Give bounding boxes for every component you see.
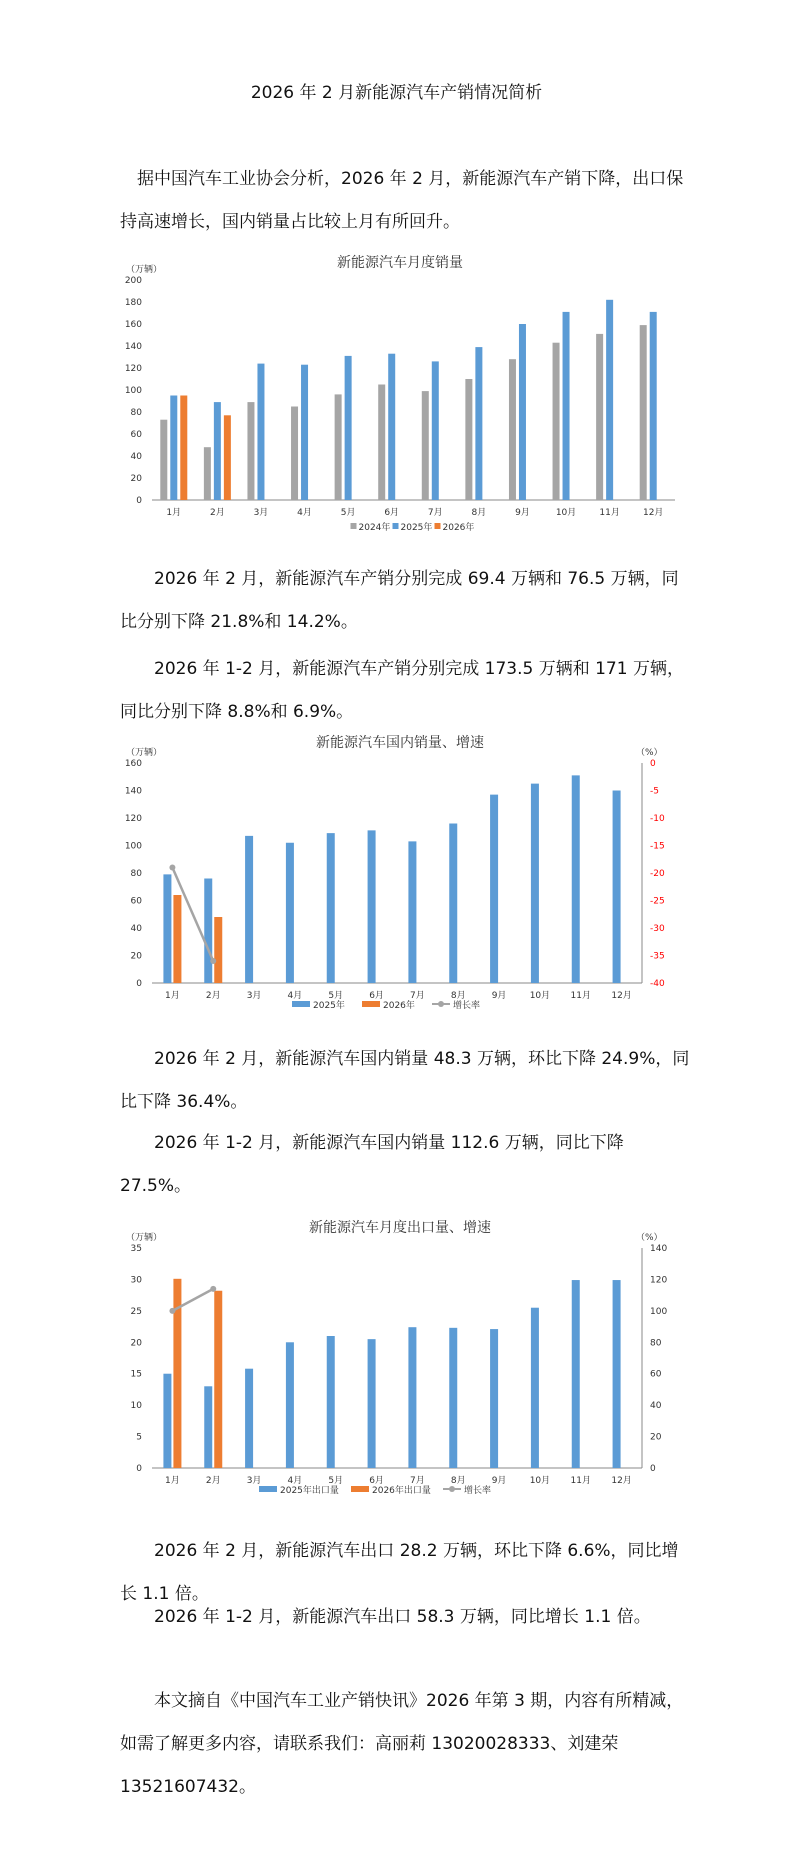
x-tick-label: 4月 — [287, 1476, 303, 1486]
bar-2025年-7月 — [432, 361, 439, 500]
y-tick-label: 100 — [124, 841, 142, 852]
legend-swatch — [362, 1001, 380, 1007]
y-axis-unit-label: （万辆） — [126, 748, 163, 758]
paragraph-jan-feb-exports: 2026 年 1-2 月，新能源汽车出口 58.3 万辆，同比增长 1.1 倍。 — [154, 1607, 651, 1627]
y-tick-label: 200 — [124, 276, 142, 286]
chart-title: 新能源汽车月度出口量、增速 — [309, 1220, 491, 1236]
x-tick-label: 1月 — [165, 1476, 180, 1486]
document-title: 2026 年 2 月新能源汽车产销情况简析 — [250, 83, 543, 103]
x-tick-label: 12月 — [611, 1476, 632, 1486]
legend-label: 2026年出口量 — [372, 1486, 431, 1496]
x-tick-label: 11月 — [570, 991, 591, 1001]
x-tick-label: 2月 — [205, 1476, 221, 1486]
bar-2025年-4月 — [286, 843, 294, 983]
y-tick-label: 35 — [130, 1244, 142, 1254]
legend-swatch — [292, 1001, 310, 1007]
bar-2024年-6月 — [378, 385, 385, 501]
y-tick-label: 20 — [130, 1338, 142, 1349]
y2-tick-label: -40 — [650, 979, 665, 989]
bar-2024年-2月 — [204, 447, 211, 500]
legend-swatch — [351, 523, 357, 529]
x-tick-label: 7月 — [410, 991, 425, 1001]
bar-2025年出口量-1月 — [163, 1374, 171, 1468]
y-tick-label: 0 — [136, 496, 142, 506]
y-tick-label: 140 — [124, 786, 142, 797]
x-tick-label: 10月 — [555, 508, 577, 518]
y-tick-label: 160 — [124, 759, 142, 769]
bar-2025年出口量-2月 — [204, 1386, 212, 1468]
bar-2025年-9月 — [519, 324, 526, 500]
y2-tick-label: 40 — [650, 1401, 662, 1412]
x-tick-label: 4月 — [297, 508, 312, 518]
legend-swatch — [351, 1486, 369, 1492]
y2-tick-label: 80 — [650, 1338, 662, 1349]
y2-tick-label: -20 — [650, 869, 665, 879]
x-tick-label: 1月 — [165, 991, 180, 1001]
bar-2025年出口量-5月 — [327, 1336, 335, 1468]
y2-tick-label: -10 — [650, 814, 665, 824]
x-tick-label: 6月 — [369, 991, 384, 1001]
legend-label: 2025年 — [313, 1001, 345, 1011]
bar-2025年出口量-6月 — [368, 1339, 376, 1468]
bar-2025年-6月 — [388, 354, 395, 500]
bar-2026年-2月 — [224, 415, 231, 500]
y-tick-label: 180 — [124, 298, 142, 308]
legend-label: 增长率 — [464, 1486, 492, 1496]
y2-tick-label: 60 — [650, 1369, 662, 1380]
x-tick-label: 7月 — [427, 508, 443, 518]
x-tick-label: 3月 — [246, 991, 262, 1001]
legend-swatch — [259, 1486, 277, 1492]
y2-tick-label: -35 — [650, 951, 665, 962]
paragraph-source-note: 本文摘自《中国汽车工业产销快讯》2026 年第 3 期，内容有所精减，如需了解更多内容，请联系我们：高丽莉 13020028333、刘建荣 13521607432。 — [120, 1691, 684, 1797]
x-tick-label: 8月 — [471, 508, 487, 518]
y2-tick-label: -30 — [650, 924, 665, 934]
legend-label: 2025年 — [400, 523, 433, 533]
bar-2026年-1月 — [180, 396, 187, 501]
x-tick-label: 2月 — [205, 991, 221, 1001]
bar-2025年-11月 — [606, 300, 613, 500]
bar-2025年-2月 — [214, 402, 221, 500]
bar-2025年-2月 — [204, 879, 212, 984]
paragraph-intro: 据中国汽车工业协会分析，2026 年 2 月，新能源汽车产销下降，出口保持高速增长，国内销量占比较上月有所回升。 — [120, 169, 684, 232]
y2-tick-label: 120 — [650, 1275, 668, 1286]
bar-2024年-3月 — [247, 402, 254, 500]
bar-2026年-2月 — [214, 917, 222, 983]
y2-tick-label: 20 — [650, 1432, 662, 1443]
chart-monthly-exports — [110, 1210, 690, 1510]
bar-2024年-10月 — [553, 343, 560, 500]
legend-label: 2026年 — [442, 523, 475, 533]
y2-axis-unit-label: （%） — [636, 748, 663, 758]
growth-rate-point — [169, 865, 175, 871]
y-tick-label: 160 — [124, 320, 142, 330]
x-tick-label: 4月 — [287, 991, 303, 1001]
y-tick-label: 120 — [124, 364, 142, 374]
bar-2025年-8月 — [449, 824, 457, 984]
bar-2024年-7月 — [422, 391, 429, 500]
y-tick-label: 120 — [124, 814, 142, 824]
x-tick-label: 11月 — [599, 508, 620, 518]
x-tick-label: 12月 — [642, 508, 664, 518]
x-tick-label: 5月 — [328, 1476, 344, 1486]
x-tick-label: 2月 — [210, 508, 225, 518]
y-tick-label: 0 — [136, 979, 142, 989]
paragraph-feb-exports: 2026 年 2 月，新能源汽车出口 28.2 万辆，环比下降 6.6%，同比增长 1.1 倍。 — [120, 1541, 679, 1604]
growth-rate-point — [210, 958, 216, 964]
bar-2025年出口量-9月 — [490, 1329, 498, 1468]
bar-2025年-6月 — [368, 830, 376, 983]
y2-tick-label: -15 — [650, 841, 665, 852]
y-axis-unit-label: （万辆） — [126, 1233, 163, 1243]
y2-axis-unit-label: （%） — [636, 1233, 663, 1243]
y-tick-label: 5 — [136, 1432, 142, 1443]
y-tick-label: 20 — [130, 951, 142, 962]
x-tick-label: 9月 — [491, 991, 507, 1001]
bar-2024年-1月 — [160, 420, 167, 500]
bar-2025年出口量-7月 — [408, 1327, 416, 1468]
bar-2025年-5月 — [345, 356, 352, 500]
chart-title: 新能源汽车国内销量、增速 — [316, 735, 484, 751]
x-tick-label: 9月 — [491, 1476, 507, 1486]
bar-2024年-12月 — [640, 325, 647, 500]
x-tick-label: 9月 — [515, 508, 530, 518]
legend-swatch-marker — [438, 1001, 444, 1007]
bar-2025年-11月 — [572, 775, 580, 983]
bar-2025年出口量-10月 — [531, 1308, 539, 1468]
x-tick-label: 5月 — [328, 991, 344, 1001]
y-tick-label: 10 — [130, 1401, 142, 1412]
x-tick-label: 5月 — [340, 508, 356, 518]
y-tick-label: 0 — [136, 1464, 142, 1474]
bar-2025年-4月 — [301, 365, 308, 500]
chart-monthly-sales — [110, 245, 690, 545]
y-tick-label: 25 — [130, 1306, 142, 1317]
paragraph-jan-feb-production-sales: 2026 年 1-2 月，新能源汽车产销分别完成 173.5 万辆和 171 万辆，同比分别下降 8.8%和 6.9%。 — [120, 659, 684, 722]
bar-2024年-8月 — [465, 379, 472, 500]
bar-2026年出口量-2月 — [214, 1291, 222, 1468]
bar-2024年-5月 — [335, 394, 342, 500]
bar-2025年-1月 — [170, 396, 177, 501]
y-tick-label: 80 — [130, 869, 142, 879]
y-tick-label: 20 — [130, 474, 142, 484]
chart-title: 新能源汽车月度销量 — [337, 255, 463, 271]
y-tick-label: 60 — [130, 430, 142, 440]
y2-tick-label: 0 — [650, 1464, 656, 1474]
y2-tick-label: 100 — [650, 1306, 668, 1317]
bar-2025年出口量-12月 — [613, 1280, 621, 1468]
bar-2024年-11月 — [596, 334, 603, 500]
x-tick-label: 3月 — [253, 508, 269, 518]
growth-rate-point — [210, 1286, 216, 1292]
bar-2025年-12月 — [613, 791, 621, 984]
x-tick-label: 11月 — [570, 1476, 591, 1486]
bar-2025年-10月 — [563, 312, 570, 500]
y2-tick-label: -5 — [650, 786, 659, 797]
y-axis-unit-label: （万辆） — [126, 265, 163, 275]
y2-tick-label: -25 — [650, 896, 665, 907]
y-tick-label: 40 — [130, 452, 142, 462]
bar-2025年-10月 — [531, 784, 539, 983]
y-tick-label: 40 — [130, 924, 142, 934]
x-tick-label: 3月 — [246, 1476, 262, 1486]
x-tick-label: 8月 — [450, 1476, 466, 1486]
legend-label: 2025年出口量 — [280, 1486, 339, 1496]
bar-2024年-9月 — [509, 359, 516, 500]
y-tick-label: 30 — [130, 1275, 142, 1286]
y-tick-label: 140 — [124, 342, 142, 352]
x-tick-label: 6月 — [384, 508, 400, 518]
bar-2025年-5月 — [327, 833, 335, 983]
x-tick-label: 7月 — [410, 1476, 425, 1486]
bar-2025年-3月 — [245, 836, 253, 983]
legend-swatch-marker — [449, 1486, 455, 1492]
y-tick-label: 15 — [130, 1369, 142, 1380]
x-tick-label: 1月 — [166, 508, 182, 518]
bar-2025年-12月 — [650, 312, 657, 500]
paragraph-feb-domestic: 2026 年 2 月，新能源汽车国内销量 48.3 万辆，环比下降 24.9%，同比下降 36.4%。 — [120, 1049, 690, 1112]
legend-swatch — [393, 523, 399, 529]
bar-2025年-3月 — [257, 364, 264, 500]
paragraph-jan-feb-domestic: 2026 年 1-2 月，新能源汽车国内销量 112.6 万辆，同比下降 27.5%。 — [120, 1133, 624, 1196]
paragraph-feb-production-sales: 2026 年 2 月，新能源汽车产销分别完成 69.4 万辆和 76.5 万辆，同比分别下降 21.8%和 14.2%。 — [120, 569, 679, 632]
x-tick-label: 10月 — [529, 991, 551, 1001]
bar-2026年-1月 — [173, 895, 181, 983]
y2-tick-label: 140 — [650, 1244, 668, 1254]
bar-2025年出口量-3月 — [245, 1369, 253, 1468]
x-tick-label: 6月 — [369, 1476, 384, 1486]
x-tick-label: 12月 — [611, 991, 632, 1001]
y2-tick-label: 0 — [650, 759, 656, 769]
bar-2025年出口量-11月 — [572, 1280, 580, 1468]
bar-2025年-9月 — [490, 795, 498, 983]
bar-2025年-1月 — [163, 874, 171, 983]
bar-2025年出口量-8月 — [449, 1328, 457, 1468]
bar-2025年-7月 — [408, 841, 416, 983]
legend-label: 2024年 — [358, 523, 391, 533]
x-tick-label: 8月 — [450, 991, 466, 1001]
x-tick-label: 10月 — [529, 1476, 551, 1486]
y-tick-label: 100 — [124, 386, 142, 396]
legend-label: 2026年 — [383, 1001, 415, 1011]
growth-rate-point — [169, 1308, 175, 1314]
bar-2025年-8月 — [475, 347, 482, 500]
legend-label: 增长率 — [453, 1001, 481, 1011]
y-tick-label: 60 — [130, 896, 142, 907]
legend-swatch — [435, 523, 441, 529]
bar-2024年-4月 — [291, 407, 298, 501]
chart-domestic-sales — [110, 725, 690, 1015]
y-tick-label: 80 — [130, 408, 142, 418]
bar-2025年出口量-4月 — [286, 1342, 294, 1468]
